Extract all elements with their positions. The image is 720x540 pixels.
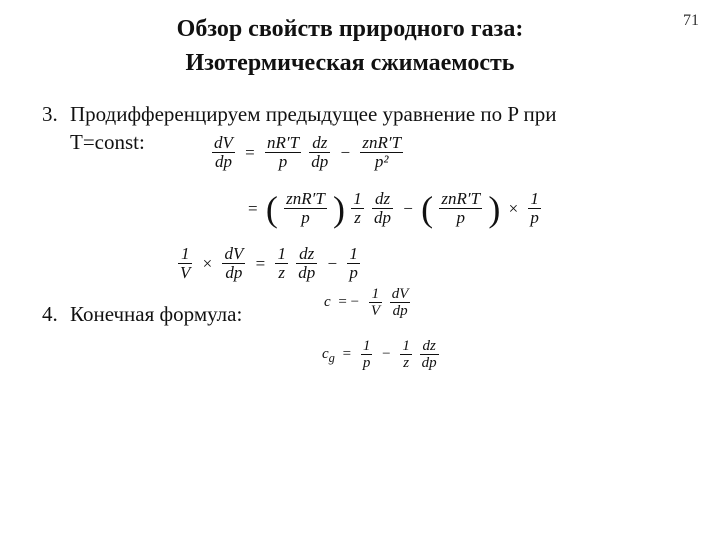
equation-relative	[176, 245, 362, 282]
fraction	[309, 134, 330, 171]
numerator: 1	[349, 244, 358, 263]
denominator: p	[456, 208, 465, 227]
fraction	[265, 134, 301, 171]
numerator: dz	[309, 134, 330, 153]
variable-c: c	[324, 293, 331, 310]
denominator: V	[180, 263, 191, 282]
numerator: 1	[353, 189, 362, 208]
fraction	[361, 338, 373, 371]
numerator: dV	[224, 244, 244, 263]
fraction	[347, 245, 360, 282]
fraction	[275, 245, 288, 282]
numerator: dz	[296, 245, 317, 264]
fraction	[420, 338, 439, 371]
denominator: p	[530, 208, 539, 227]
equals-minus-sign: = −	[338, 294, 360, 310]
fraction	[351, 190, 364, 227]
left-paren: (	[421, 188, 434, 229]
fraction	[390, 286, 411, 319]
equals-sign: =	[255, 253, 266, 273]
right-paren: )	[488, 188, 501, 229]
denominator: z	[403, 355, 410, 371]
numerator: dz	[420, 338, 439, 355]
minus-sign: −	[340, 142, 351, 162]
fraction	[212, 134, 235, 171]
denominator: z	[278, 263, 286, 282]
numerator: dV	[214, 133, 233, 152]
denominator: dp	[214, 152, 232, 171]
denominator: p	[349, 263, 358, 282]
equation-gas-compressibility	[322, 338, 441, 371]
equals-sign: =	[245, 142, 255, 162]
denominator: dp	[225, 263, 243, 282]
equals-sign: =	[342, 346, 352, 362]
item-number: 4.	[42, 302, 58, 326]
item-text-line-2: T=const:	[70, 130, 145, 154]
fraction	[369, 286, 382, 319]
right-paren: )	[333, 188, 346, 229]
denominator: p	[301, 208, 310, 227]
minus-sign: −	[403, 198, 413, 218]
fraction	[360, 134, 403, 171]
numerator: 1	[369, 286, 382, 303]
equation-compressibility	[324, 286, 412, 319]
numerator: 1	[402, 338, 410, 354]
equation-dv-dp	[210, 134, 405, 171]
numerator: nR′T	[266, 133, 300, 152]
fraction	[400, 338, 412, 371]
numerator: 1	[362, 338, 371, 354]
minus-sign: −	[327, 253, 338, 273]
variable-cg	[322, 345, 335, 365]
equals-sign: =	[248, 198, 258, 218]
denominator: p	[278, 152, 288, 171]
item-text: Конечная формула:	[70, 302, 243, 326]
fraction	[178, 245, 192, 282]
denominator: V	[370, 303, 381, 319]
minus-sign: −	[382, 346, 391, 362]
fraction	[296, 245, 317, 282]
subscript-g: g	[328, 350, 335, 365]
equation-expanded	[244, 190, 543, 227]
item-number: 3.	[42, 102, 58, 126]
fraction	[528, 190, 541, 227]
title-line-1: Обзор свойств природного газа:	[176, 16, 524, 42]
numerator: znR′T	[362, 133, 402, 152]
times-sign: ×	[202, 253, 213, 273]
denominator: dp	[392, 303, 408, 319]
fraction	[284, 190, 327, 227]
numerator: znR′T	[441, 189, 481, 208]
numerator: dV	[391, 286, 409, 302]
left-paren: (	[265, 188, 278, 229]
denominator: dp	[298, 263, 316, 282]
denominator: dp	[421, 355, 437, 371]
item-text-line-1: Продифференцируем предыдущее уравнение по P при	[70, 102, 557, 126]
variable-c: c	[322, 345, 329, 362]
slide-title	[0, 12, 700, 80]
fraction	[372, 190, 393, 227]
fraction	[222, 245, 245, 282]
numerator: 1	[277, 244, 286, 263]
denominator: p	[362, 355, 371, 371]
numerator: 1	[530, 189, 539, 208]
denominator: p²	[374, 152, 389, 171]
denominator: dp	[374, 208, 392, 227]
numerator: znR′T	[286, 189, 325, 208]
numerator: dz	[372, 190, 393, 209]
denominator: dp	[311, 152, 329, 171]
denominator: z	[354, 208, 361, 227]
title-line-2: Изотермическая сжимаемость	[185, 50, 515, 76]
times-sign: ×	[508, 198, 519, 218]
fraction	[439, 190, 482, 227]
page-number: 71	[683, 12, 699, 29]
numerator: 1	[178, 245, 192, 264]
